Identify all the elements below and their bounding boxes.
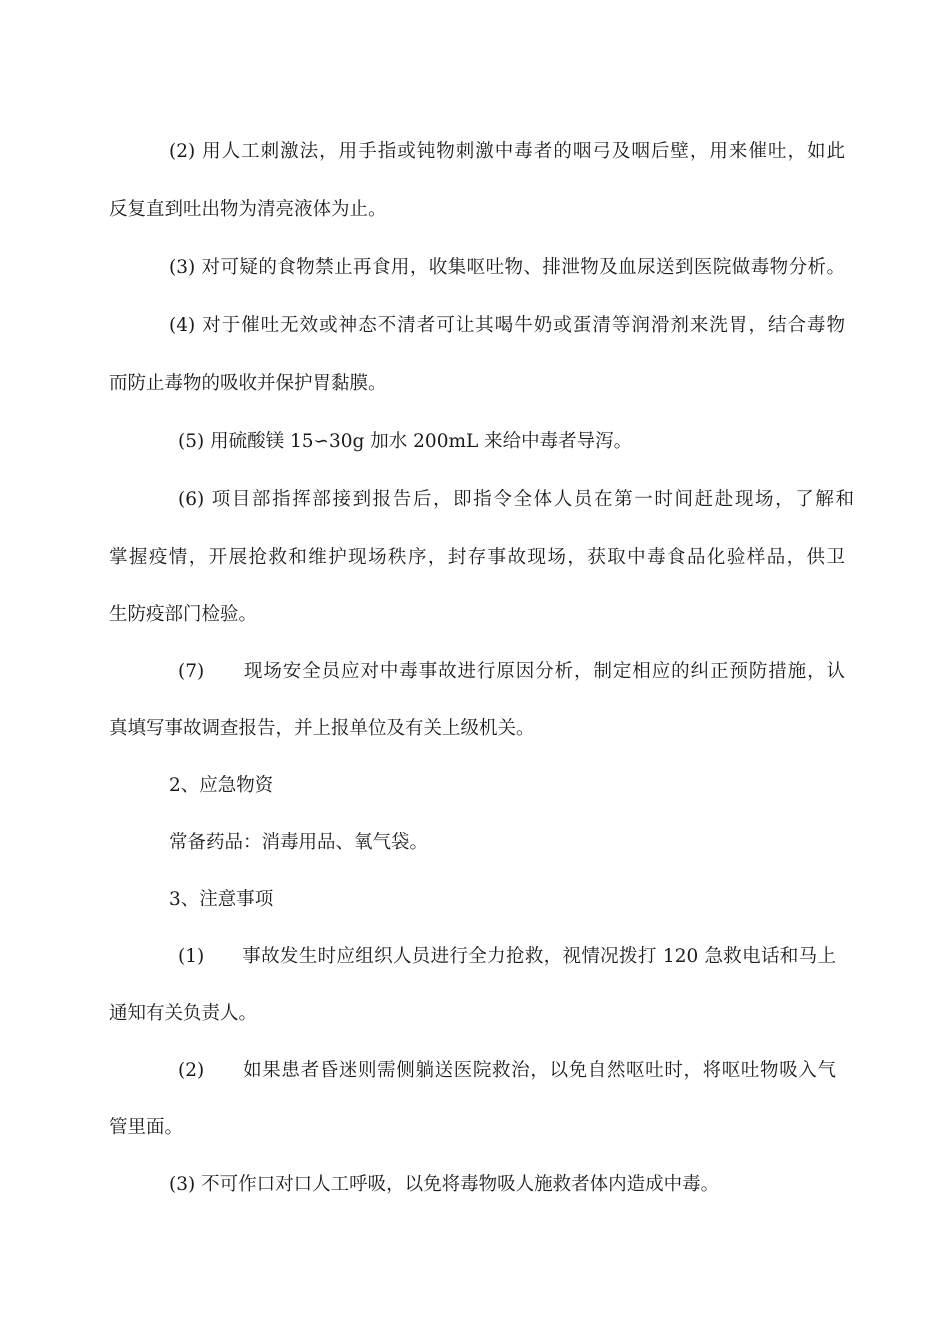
paragraph-line: (7) 现场安全员应对中毒事故进行原因分析，制定相应的纠正预防措施，认 xyxy=(178,661,845,682)
paragraph-line: 掌握疫情，开展抢救和维护现场秩序，封存事故现场，获取中毒食品化验样品，供卫 xyxy=(109,547,845,568)
paragraph-line: (2) 如果患者昏迷则需侧躺送医院救治，以免自然呕吐时，将呕吐物吸入气 xyxy=(178,1060,836,1081)
paragraph-line: 反复直到吐出物为清亮液体为止。 xyxy=(109,199,387,220)
paragraph-line: (5) 用硫酸镁 15∽30g 加水 200mL 来给中毒者导泻。 xyxy=(178,431,633,452)
section-heading: 3、注意事项 xyxy=(169,889,274,910)
paragraph-line: 管里面。 xyxy=(109,1117,184,1138)
paragraph-line: 通知有关负责人。 xyxy=(109,1003,258,1024)
paragraph-line: (2) 用人工刺激法，用手指或钝物刺激中毒者的咽弓及咽后壁，用来催吐，如此 xyxy=(169,141,845,162)
paragraph-line: (4) 对于催吐无效或神态不清者可让其喝牛奶或蛋清等润滑剂来洗胃，结合毒物 xyxy=(169,315,845,336)
paragraph-line: 而防止毒物的吸收并保护胃黏膜。 xyxy=(109,373,387,394)
paragraph-line: 常备药品：消毒用品、氧气袋。 xyxy=(169,832,429,853)
paragraph-line: (3) 不可作口对口人工呼吸，以免将毒物吸人施救者体内造成中毒。 xyxy=(169,1174,720,1195)
paragraph-line: (6) 项目部指挥部接到报告后，即指令全体人员在第一时间赶赴现场，了解和 xyxy=(178,489,854,510)
paragraph-line: (3) 对可疑的食物禁止再食用，收集呕吐物、排泄物及血尿送到医院做毒物分析。 xyxy=(169,257,845,278)
paragraph-line: (1) 事故发生时应组织人员进行全力抢救，视情况拨打 120 急救电话和马上 xyxy=(178,946,836,967)
paragraph-line: 生防疫部门检验。 xyxy=(109,604,258,625)
paragraph-line: 真填写事故调查报告，并上报单位及有关上级机关。 xyxy=(109,718,535,739)
section-heading: 2、应急物资 xyxy=(169,775,274,796)
